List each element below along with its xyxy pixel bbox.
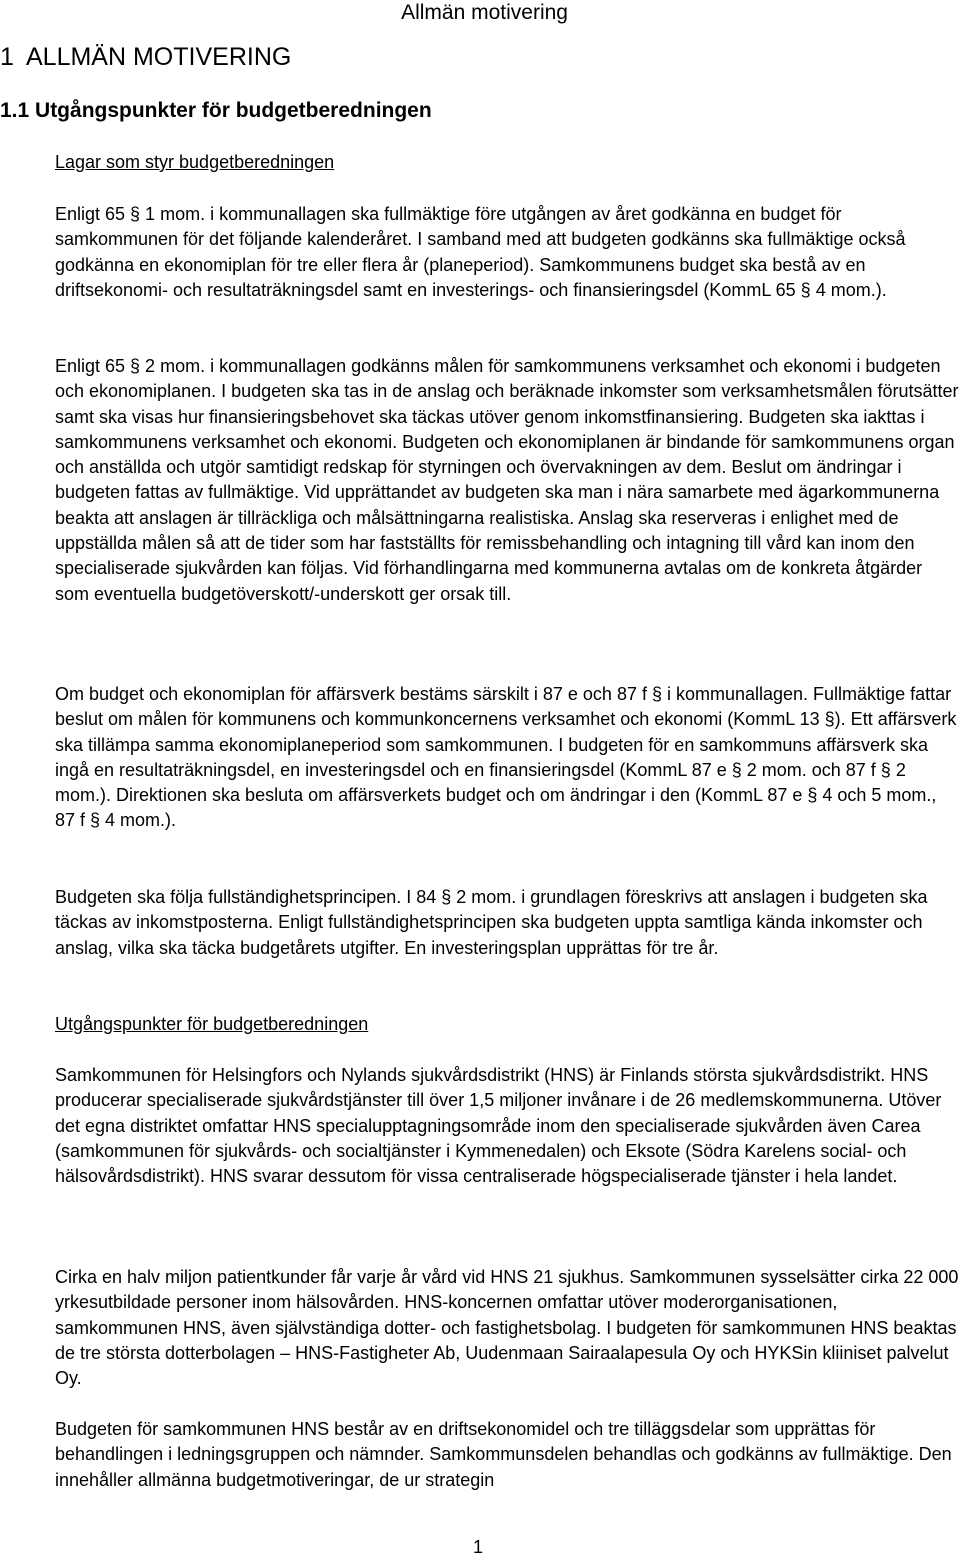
subheading-laws: Lagar som styr budgetberedningen <box>55 152 335 172</box>
chapter-heading <box>0 42 291 72</box>
paragraph: Om budget och ekonomiplan för affärsverk bestäms särskilt i 87 e och 87 f § i kommunallagen. Fullmäktige fattar beslut om målen för kommunens och kommunkoncernens verksamhet och ekonomi (KommL 13 §). Ett affärsverk ska tillämpa samma ekonomiplaneperiod som samkommunen. I budgeten för en samkommuns affärsverk ska ingå en resultaträkningsdel, en investeringsdel och en finansieringsdel (KommL 87 e § 2 mom. och 87 f § 2 mom.). Direktionen ska besluta om affärsverkets budget och om ändringar i den (KommL 87 e § 4 och 5 mom., 87 f § 4 mom.). <box>55 684 957 831</box>
paragraph: Enligt 65 § 1 mom. i kommunallagen ska fullmäktige före utgången av året godkänna en budget för samkommunen för det följande kalenderåret. I samband med att budgeten godkänns ska fullmäktige också godkänna en ekonomiplan för tre eller flera år (planeperiod). Samkommunens budget ska bestå av en driftsekonomi- och resultaträkningsdel samt en investerings- och finansieringsdel (KommL 65 § 4 mom.). <box>55 204 906 300</box>
page-number: 1 <box>473 1537 484 1557</box>
paragraph: Samkommunen för Helsingfors och Nylands sjukvårdsdistrikt (HNS) är Finlands största sjukvårdsdistrikt. HNS producerar specialiserade sjukvårdstjänster till över 1,5 miljoner invånare i de 26 medlemskommunerna. Utöver det egna distriktet omfattar HNS specialupptagningsområde inom den specialiserade sjukvården även Carea (samkommunen för sjukvårds- och socialtjänster i Kymmenedalen) och Eksote (Södra Karelens social- och hälsovårdsdistrikt). HNS svarar dessutom för vissa centraliserade högspecialiserade tjänster i hela landet. <box>55 1065 942 1187</box>
paragraph: Budgeten ska följa fullständighetsprincipen. I 84 § 2 mom. i grundlagen föreskrivs att anslagen i budgeten ska täckas av inkomstposterna. Enligt fullständighetsprincipen ska budgeten uppta samtliga kända inkomster och anslag, vilka ska täcka budgetårets utgifter. En investeringsplan upprättas för tre år. <box>55 887 928 958</box>
chapter-title: ALLMÄN MOTIVERING <box>26 43 292 71</box>
section-heading: 1.1 Utgångspunkter för budgetberedningen <box>0 99 432 122</box>
paragraph: Cirka en halv miljon patientkunder får varje år vård vid HNS 21 sjukhus. Samkommunen sysselsätter cirka 22 000 yrkesutbildade personer inom hälsovården. HNS-koncernen omfattar utöver moderorganisationen, samkommunen HNS, även självständiga dotter- och fastighetsbolag. I budgeten för samkommunen HNS beaktas de tre största dotterbolagen – HNS-Fastigheter Ab, Uudenmaan Sairaalapesula Oy och HYKSin kliiniset palvelut Oy. <box>55 1267 959 1389</box>
paragraph: Enligt 65 § 2 mom. i kommunallagen godkänns målen för samkommunens verksamhet och ekonomi i budgeten och ekonomiplanen. I budgeten ska tas in de anslag och beräknade inkomster som verksamhetsmålen förutsätter samt ska visas hur finansieringsbehovet ska täckas utöver genom inkomstfinansiering. Budgeten ska iakttas i samkommunens verksamhet och ekonomi. Budgeten och ekonomiplanen är bindande för samkommunens organ och anställda och utgör samtidigt redskap för styrningen och övervakningen av dem. Beslut om ändringar i budgeten fattas av fullmäktige. Vid upprättandet av budgeten ska man i nära samarbete med ägarkommunerna beakta att anslagen är tillräckliga och målsättningarna realistiska. Anslag ska reserveras i enlighet med de uppställda målen så att de tider som har fastställts för remissbehandling och intagning till vård kan inom den specialiserade sjukvården kan följas. Vid förhandlingarna med kommunerna avtalas om de konkreta åtgärder som eventuella budgetöverskott/-underskott ger orsak till. <box>55 356 959 604</box>
subheading-starting-points: Utgångspunkter för budgetberedningen <box>55 1014 369 1034</box>
running-header: Allmän motivering <box>401 1 568 24</box>
chapter-number: 1 <box>0 43 14 71</box>
paragraph: Budgeten för samkommunen HNS består av en driftsekonomidel och tre tilläggsdelar som upprättas för behandlingen i ledningsgruppen och nämnder. Samkommunsdelen behandlas och godkänns av fullmäktige. Den innehåller allmänna budgetmotiveringar, de ur strategin <box>55 1419 952 1490</box>
